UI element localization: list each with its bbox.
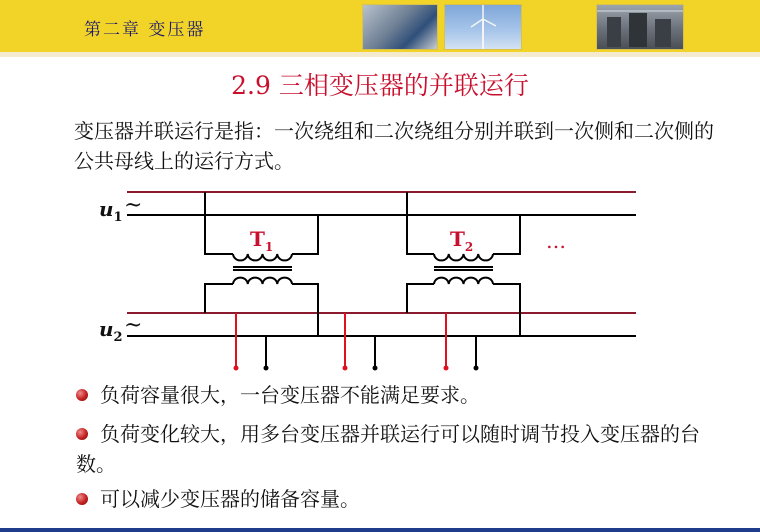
bullet-item [76, 419, 716, 479]
bullet-text: 负荷容量很大，一台变压器不能满足要求。 [100, 383, 480, 407]
bullet-text: 负荷变化较大，用多台变压器并联运行可以随时调节投入变压器的台数。 [76, 422, 700, 476]
t2-label: $T_2$ [450, 227, 474, 254]
load-taps [234, 313, 479, 371]
bullet-dot-icon [76, 493, 88, 505]
u1-label: $u_1$ [99, 197, 123, 225]
u2-tilde: ~ [124, 313, 143, 338]
slide-title: 2.9 三相变压器的并联运行 [231, 71, 529, 100]
bullet-dot-icon [76, 389, 88, 401]
definition-text: 变压器并联运行是指：一次绕组和二次绕组分别并联到一次侧和二次侧的公共母线上的运行方式。 [74, 119, 714, 173]
transformer-t1 [205, 192, 318, 336]
bullet-text: 可以减少变压器的储备容量。 [100, 487, 360, 511]
footer-line [0, 528, 760, 532]
transformer-t2 [407, 192, 520, 336]
bullet-dot-icon [76, 428, 88, 440]
bullet-item [76, 484, 726, 514]
more-transformers-ellipsis: … [546, 229, 566, 253]
t1-label: $T_1$ [250, 227, 274, 254]
chapter-title: 第二章 变压器 [84, 20, 206, 40]
u2-label: $u_2$ [99, 317, 123, 345]
bullet-item [76, 380, 726, 410]
u1-tilde: ~ [124, 193, 143, 218]
